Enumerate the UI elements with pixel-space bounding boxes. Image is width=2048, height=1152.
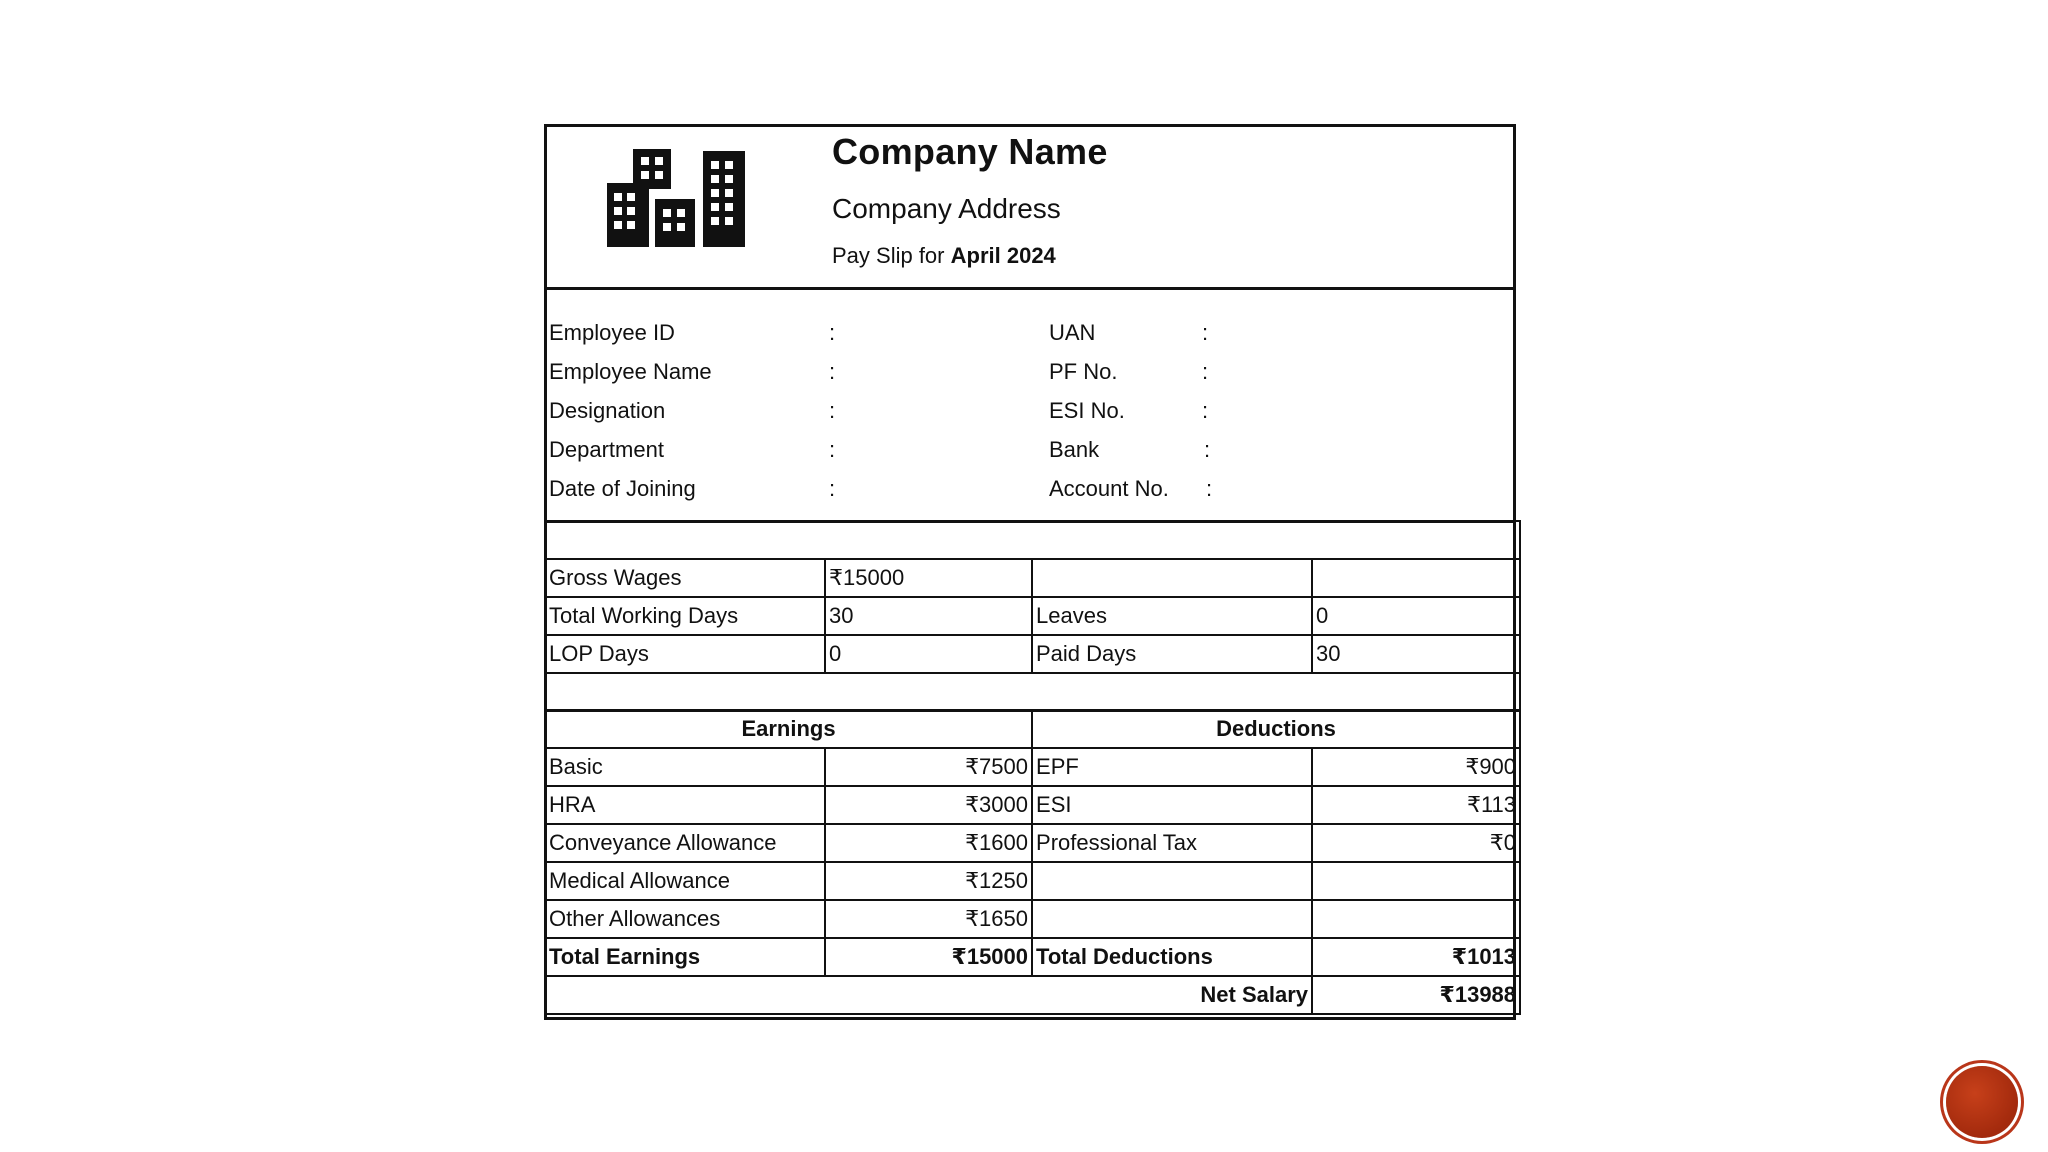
deduction-label: ESI xyxy=(1032,786,1312,824)
buildings-icon xyxy=(607,149,747,249)
spacer-row xyxy=(545,673,1520,711)
deduction-label: Professional Tax xyxy=(1032,824,1312,862)
table-row xyxy=(545,748,1520,786)
deduction-amount: ₹900 xyxy=(1312,748,1520,786)
totals-row xyxy=(545,938,1520,976)
earning-label: Medical Allowance xyxy=(545,862,825,900)
pay-period-value: April 2024 xyxy=(950,243,1056,268)
lop-days-value: 0 xyxy=(825,635,1032,673)
company-address: Company Address xyxy=(832,193,1061,224)
separator: : xyxy=(1206,476,1213,501)
pf-no-label: PF No. xyxy=(1049,359,1118,384)
leaves-label: Leaves xyxy=(1032,597,1312,635)
earning-amount: ₹1250 xyxy=(825,862,1032,900)
slide-nav-button[interactable] xyxy=(1946,1066,2018,1138)
separator: : xyxy=(1202,320,1209,345)
account-no-label: Account No. xyxy=(1049,476,1169,501)
net-salary-label: Net Salary xyxy=(545,976,1312,1014)
table-row xyxy=(545,862,1520,900)
deduction-amount: ₹0 xyxy=(1312,824,1520,862)
working-days-value: 30 xyxy=(825,597,1032,635)
employee-details xyxy=(547,290,1513,523)
pay-period xyxy=(832,243,1056,269)
slip-header xyxy=(547,127,1513,290)
separator: : xyxy=(829,359,836,384)
earning-amount: ₹7500 xyxy=(825,748,1032,786)
table-row xyxy=(545,597,1520,635)
pay-slip-prefix: Pay Slip for xyxy=(832,243,945,268)
table-row xyxy=(545,786,1520,824)
table-row xyxy=(545,559,1520,597)
earning-label: Other Allowances xyxy=(545,900,825,938)
earning-amount: ₹1600 xyxy=(825,824,1032,862)
table-header-row xyxy=(545,710,1520,748)
deductions-title: Deductions xyxy=(1032,710,1520,748)
total-earnings-label: Total Earnings xyxy=(545,938,825,976)
company-name: Company Name xyxy=(832,131,1108,172)
earning-label: Conveyance Allowance xyxy=(545,824,825,862)
table-row xyxy=(545,635,1520,673)
date-of-joining-label: Date of Joining xyxy=(549,476,696,501)
gross-wages-label: Gross Wages xyxy=(545,559,825,597)
separator: : xyxy=(829,398,836,423)
employee-name-label: Employee Name xyxy=(549,359,712,384)
paid-days-value: 30 xyxy=(1312,635,1520,673)
separator: : xyxy=(829,320,836,345)
uan-label: UAN xyxy=(1049,320,1096,345)
wages-table xyxy=(544,520,1521,712)
separator: : xyxy=(1202,398,1209,423)
spacer-row xyxy=(545,521,1520,559)
separator: : xyxy=(829,476,836,501)
separator: : xyxy=(829,437,836,462)
net-salary-row xyxy=(545,976,1520,1014)
department-label: Department xyxy=(549,437,664,462)
total-earnings-amount: ₹15000 xyxy=(825,938,1032,976)
earning-amount: ₹1650 xyxy=(825,900,1032,938)
total-deductions-label: Total Deductions xyxy=(1032,938,1312,976)
total-deductions-amount: ₹1013 xyxy=(1312,938,1520,976)
net-salary-amount: ₹13988 xyxy=(1312,976,1520,1014)
separator: : xyxy=(1204,437,1211,462)
designation-label: Designation xyxy=(549,398,666,423)
lop-days-label: LOP Days xyxy=(545,635,825,673)
earning-label: Basic xyxy=(545,748,825,786)
earning-label: HRA xyxy=(545,786,825,824)
deduction-amount: ₹113 xyxy=(1312,786,1520,824)
earning-amount: ₹3000 xyxy=(825,786,1032,824)
leaves-value: 0 xyxy=(1312,597,1520,635)
bank-label: Bank xyxy=(1049,437,1100,462)
gross-wages-value: ₹15000 xyxy=(825,559,1032,597)
working-days-label: Total Working Days xyxy=(545,597,825,635)
paid-days-label: Paid Days xyxy=(1032,635,1312,673)
pay-slip xyxy=(544,124,1516,1020)
table-row xyxy=(545,900,1520,938)
earnings-deductions-table xyxy=(544,709,1521,1015)
esi-no-label: ESI No. xyxy=(1049,398,1125,423)
deduction-label: EPF xyxy=(1032,748,1312,786)
earnings-title: Earnings xyxy=(545,710,1032,748)
employee-id-label: Employee ID xyxy=(549,320,675,345)
separator: : xyxy=(1202,359,1209,384)
table-row xyxy=(545,824,1520,862)
